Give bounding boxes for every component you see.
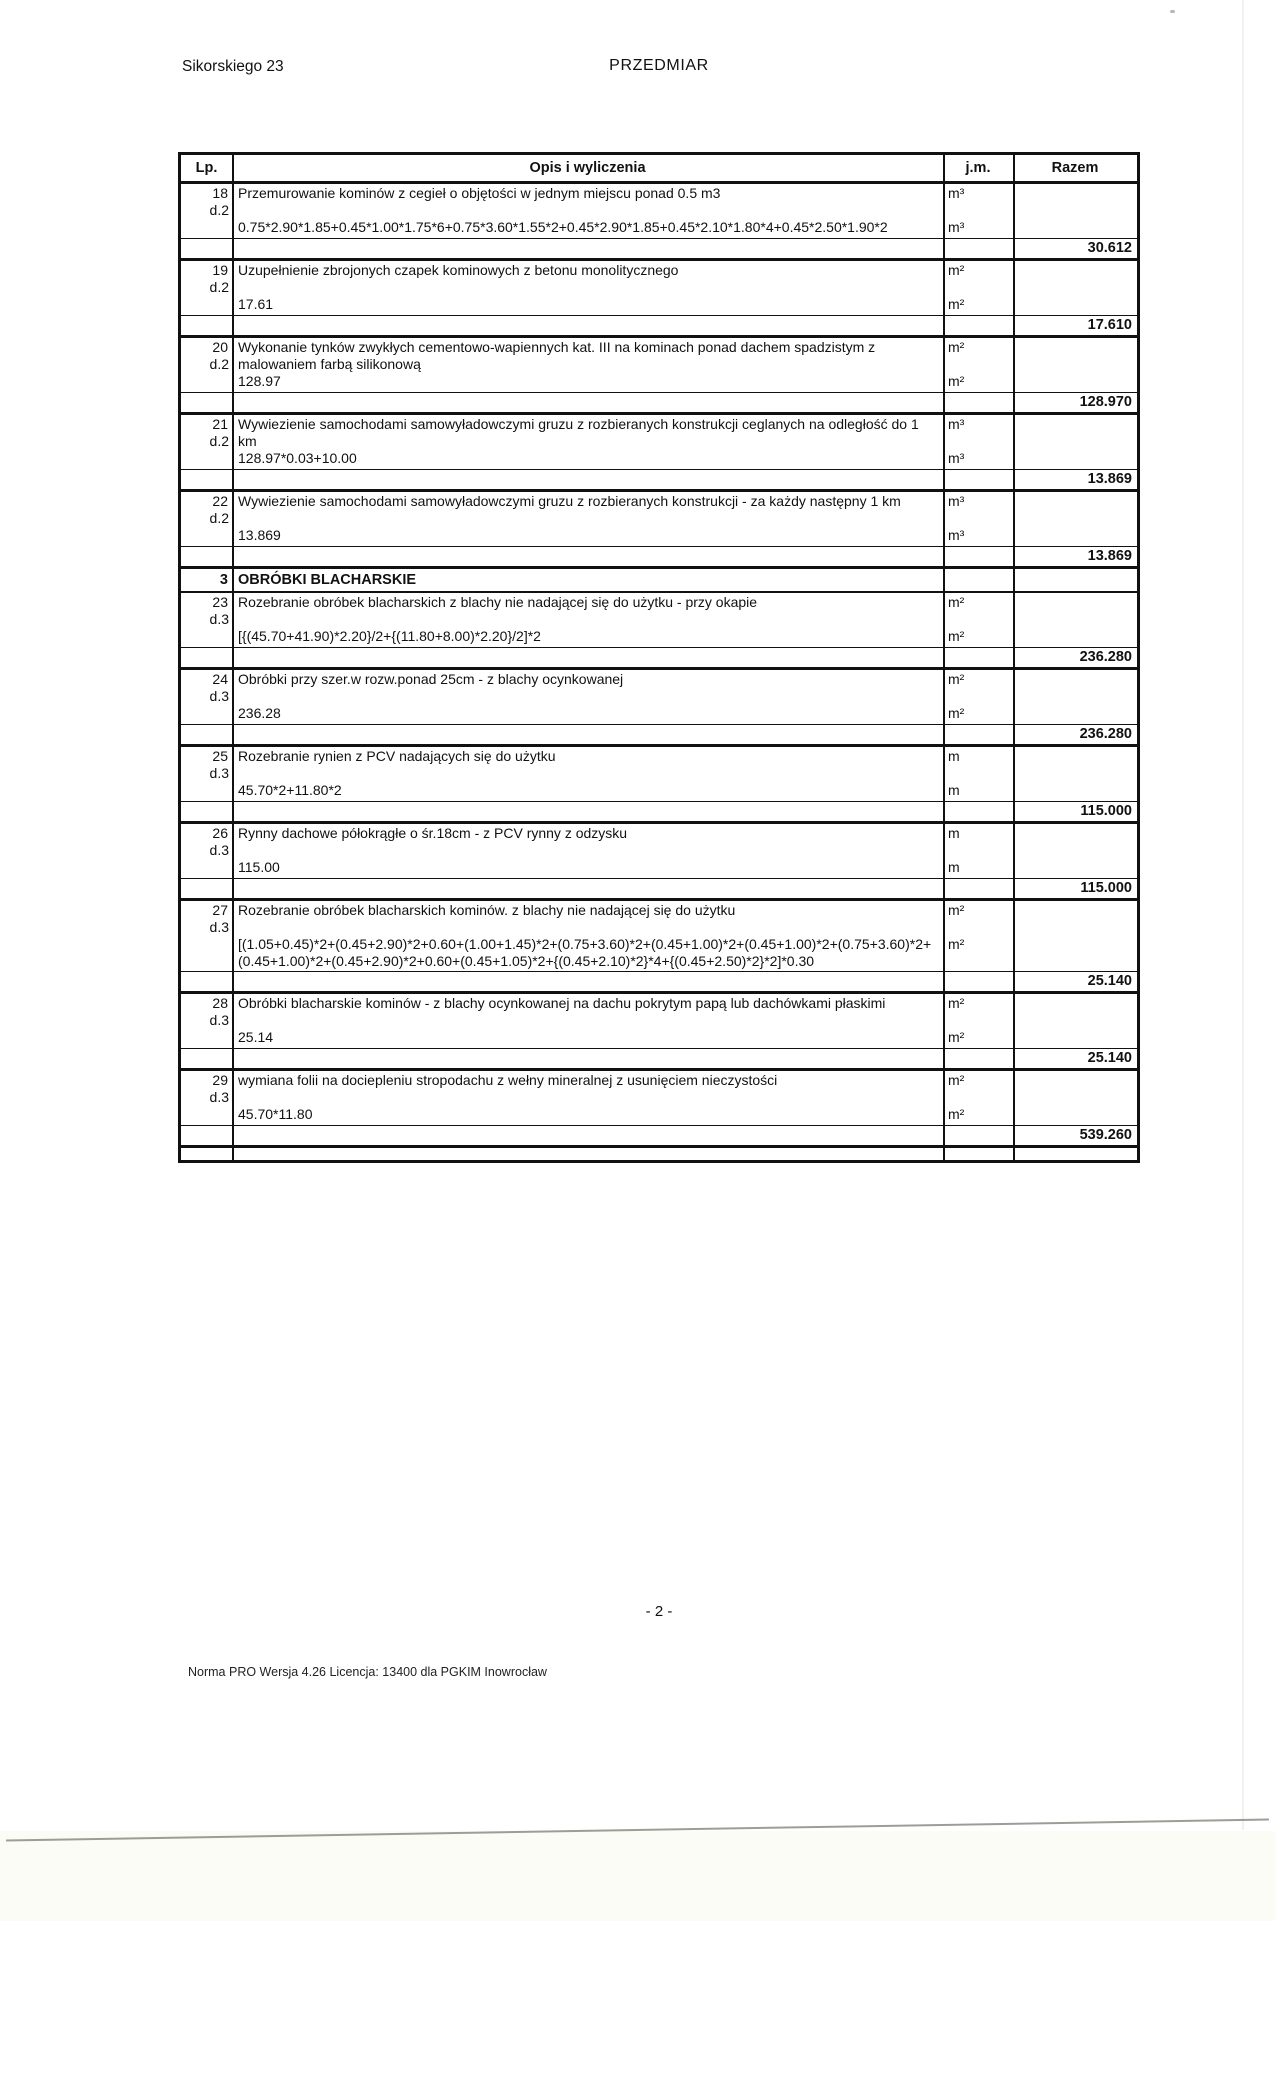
item-unit: m³ [948, 185, 965, 201]
table-body [181, 184, 1137, 1148]
item-calc-unit: m³ [948, 450, 965, 466]
item-row [181, 747, 1137, 801]
section-header-row [181, 569, 1137, 593]
table-item-block [181, 261, 1137, 338]
item-dept-ref: d.2 [209, 509, 229, 526]
item-unit: m² [948, 262, 965, 278]
table-item-block [181, 593, 1137, 670]
item-total-value: 128.970 [1079, 394, 1132, 410]
item-dept-ref: d.3 [209, 764, 229, 781]
item-row [181, 492, 1137, 546]
item-description: wymiana folii na dociepleniu stropodachu z wełny mineralnej z usunięciem nieczystości [238, 1072, 778, 1088]
item-calculation: 17.61 [238, 296, 274, 312]
item-total-row [181, 1048, 1137, 1068]
item-lp-cell [181, 824, 232, 876]
item-number: 28 [212, 995, 228, 1011]
item-row [181, 994, 1137, 1048]
item-number: 26 [212, 825, 228, 841]
item-unit: m [948, 748, 960, 764]
item-row [181, 824, 1137, 878]
item-row [181, 670, 1137, 724]
item-calc-unit: m³ [948, 527, 965, 543]
table-item-block [181, 1071, 1137, 1148]
item-number: 20 [212, 339, 228, 355]
column-divider [1013, 569, 1015, 591]
item-lp-cell [181, 747, 232, 799]
column-divider [232, 155, 234, 181]
item-lp-cell [181, 994, 232, 1046]
scan-background-band [0, 1831, 1275, 1921]
item-calculation: 115.00 [238, 859, 280, 875]
item-calc-unit: m² [948, 373, 965, 389]
item-description: Obróbki blacharskie kominów - z blachy ocynkowanej na dachu pokrytym papą lub dachówkami płaskimi [238, 995, 886, 1011]
item-row [181, 184, 1137, 238]
column-divider [943, 569, 945, 591]
item-unit: m² [948, 1072, 965, 1088]
item-total-row [181, 1125, 1137, 1145]
item-total-value: 25.140 [1087, 973, 1132, 989]
table-item-block [181, 415, 1137, 492]
footer-note: Norma PRO Wersja 4.26 Licencja: 13400 dla PGKIM Inowrocław [188, 1665, 547, 1679]
item-description: Obróbki przy szer.w rozw.ponad 25cm - z blachy ocynkowanej [238, 671, 624, 687]
item-lp-cell [181, 415, 232, 467]
item-row [181, 261, 1137, 315]
item-calc-unit: m³ [948, 219, 965, 235]
item-description: Wywiezienie samochodami samowyładowczymi gruzu z rozbieranych konstrukcji - za każdy następny 1 km [238, 493, 901, 509]
item-unit: m² [948, 995, 965, 1011]
table-item-block [181, 901, 1137, 994]
item-lp-cell [181, 492, 232, 544]
column-header-lp: Lp. [195, 160, 218, 176]
item-calculation: 25.14 [238, 1029, 274, 1045]
item-dept-ref: d.3 [209, 610, 229, 627]
table-tail-row [181, 1148, 1137, 1160]
item-dept-ref: d.3 [209, 1011, 229, 1028]
item-number: 22 [212, 493, 228, 509]
item-total-row [181, 238, 1137, 258]
item-description: Rynny dachowe półokrągłe o śr.18cm - z PCV rynny z odzysku [238, 825, 628, 841]
item-total-value: 539.260 [1079, 1127, 1132, 1143]
item-calc-unit: m² [948, 936, 965, 952]
column-header-jm: j.m. [965, 160, 991, 176]
item-description: Rozebranie obróbek blacharskich z blachy nie nadającej się do użytku - przy okapie [238, 594, 758, 610]
przedmiar-table [178, 152, 1140, 1163]
table-item-block [181, 670, 1137, 747]
item-description: Rozebranie rynien z PCV nadających się do użytku [238, 748, 556, 764]
item-unit: m² [948, 902, 965, 918]
item-description: Rozebranie obróbek blacharskich kominów. z blachy nie nadającej się do użytku [238, 902, 736, 918]
item-unit: m² [948, 671, 965, 687]
item-total-row [181, 647, 1137, 667]
item-calculation: [{(45.70+41.90)*2.20}/2+{(11.80+8.00)*2.20}/2]*2 [238, 628, 541, 644]
column-divider [232, 1148, 234, 1160]
item-dept-ref: d.2 [209, 201, 229, 218]
item-total-value: 236.280 [1079, 649, 1132, 665]
item-total-value: 236.280 [1079, 726, 1132, 742]
item-lp-cell [181, 670, 232, 722]
item-total-row [181, 392, 1137, 412]
item-number: 19 [212, 262, 228, 278]
column-divider [943, 155, 945, 181]
item-total-row [181, 878, 1137, 898]
item-total-value: 115.000 [1080, 880, 1132, 896]
item-number: 18 [212, 185, 228, 201]
item-dept-ref: d.2 [209, 278, 229, 295]
item-description: Uzupełnienie zbrojonych czapek kominowych z betonu monolitycznego [238, 262, 679, 278]
item-unit: m [948, 825, 960, 841]
item-row [181, 338, 1137, 392]
item-dept-ref: d.2 [209, 432, 229, 449]
item-calc-unit: m [948, 859, 960, 875]
table-item-block [181, 994, 1137, 1071]
item-calculation: 45.70*11.80 [238, 1106, 313, 1122]
item-total-row [181, 315, 1137, 335]
table-item-block [181, 184, 1137, 261]
item-row [181, 901, 1137, 971]
column-header-opis: Opis i wyliczenia [529, 160, 646, 176]
item-calc-unit: m² [948, 628, 965, 644]
item-total-value: 13.869 [1087, 471, 1132, 487]
item-number: 21 [212, 416, 228, 432]
item-calc-unit: m² [948, 705, 965, 721]
item-lp-cell [181, 901, 232, 969]
page-number: - 2 - [645, 1603, 673, 1620]
item-dept-ref: d.3 [209, 918, 229, 935]
item-unit: m² [948, 339, 965, 355]
item-total-row [181, 724, 1137, 744]
item-unit: m³ [948, 416, 965, 432]
item-number: 23 [212, 594, 228, 610]
item-calc-unit: m² [948, 1029, 965, 1045]
item-row [181, 1071, 1137, 1125]
item-lp-cell [181, 184, 232, 236]
column-divider [232, 569, 234, 591]
item-lp-cell [181, 1071, 232, 1123]
item-total-row [181, 801, 1137, 821]
header-address: Sikorskiego 23 [182, 58, 284, 75]
item-total-row [181, 971, 1137, 991]
item-dept-ref: d.3 [209, 841, 229, 858]
column-divider [943, 1148, 945, 1160]
item-calculation: 236.28 [238, 705, 281, 721]
table-header-row [181, 155, 1137, 184]
item-total-value: 25.140 [1087, 1050, 1132, 1066]
item-total-value: 30.612 [1087, 240, 1132, 256]
item-total-value: 115.000 [1080, 803, 1132, 819]
item-number: 25 [212, 748, 228, 764]
item-dept-ref: d.3 [209, 687, 229, 704]
item-unit: m² [948, 594, 965, 610]
document-title: PRZEDMIAR [609, 57, 709, 74]
item-calculation: 0.75*2.90*1.85+0.45*1.00*1.75*6+0.75*3.60*1.55*2+0.45*2.90*1.85+0.45*2.10*1.80*4+0.45*2.50*1.90*2 [238, 219, 888, 235]
table-item-block [181, 747, 1137, 824]
column-header-razem: Razem [1051, 160, 1099, 176]
item-number: 29 [212, 1072, 228, 1088]
item-number: 27 [212, 902, 228, 918]
scan-speck [1170, 10, 1175, 13]
item-calc-unit: m [948, 782, 960, 798]
scan-page-right-edge [1242, 0, 1244, 1830]
column-divider [1013, 1148, 1015, 1160]
item-dept-ref: d.2 [209, 355, 229, 372]
section-number: 3 [219, 572, 228, 588]
item-total-value: 13.869 [1087, 548, 1132, 564]
item-total-row [181, 546, 1137, 566]
item-description: Przemurowanie kominów z cegieł o objętości w jednym miejscu ponad 0.5 m3 [238, 185, 721, 201]
table-item-block [181, 492, 1137, 569]
item-calculation: [(1.05+0.45)*2+(0.45+2.90)*2+0.60+(1.00+1.45)*2+(0.75+3.60)*2+(0.45+1.00)*2+(0.45+1.00)*2+(0.75+3.60)*2+(0.45+1.00)*2+(0.45+2.90)*2+0.60+(0.45+1.05)*2+{(0.45+2.10)*2}*4+{(0.45+2.50)*2}*2]*0.30 [238, 936, 932, 969]
item-total-value: 17.610 [1087, 317, 1132, 333]
table-item-block [181, 824, 1137, 901]
item-lp-cell [181, 261, 232, 313]
item-lp-cell [181, 593, 232, 645]
item-description: Wywiezienie samochodami samowyładowczymi gruzu z rozbieranych konstrukcji ceglanych na odległość do 1 km [238, 416, 919, 449]
item-calculation: 13.869 [238, 527, 281, 543]
item-lp-cell [181, 338, 232, 390]
item-calc-unit: m² [948, 296, 965, 312]
item-dept-ref: d.3 [209, 1088, 229, 1105]
table-item-block [181, 338, 1137, 415]
item-calc-unit: m² [948, 1106, 965, 1122]
item-row [181, 593, 1137, 647]
item-unit: m³ [948, 493, 965, 509]
item-calculation: 128.97 [238, 373, 281, 389]
column-divider [1013, 155, 1015, 181]
item-row [181, 415, 1137, 469]
item-calculation: 45.70*2+11.80*2 [238, 782, 342, 798]
item-total-row [181, 469, 1137, 489]
item-number: 24 [212, 671, 228, 687]
section-title: OBRÓBKI BLACHARSKIE [238, 572, 417, 588]
item-calculation: 128.97*0.03+10.00 [238, 450, 357, 466]
item-description: Wykonanie tynków zwykłych cementowo-wapiennych kat. III na kominach ponad dachem spadzistym z malowaniem farbą silikonową [238, 339, 876, 372]
